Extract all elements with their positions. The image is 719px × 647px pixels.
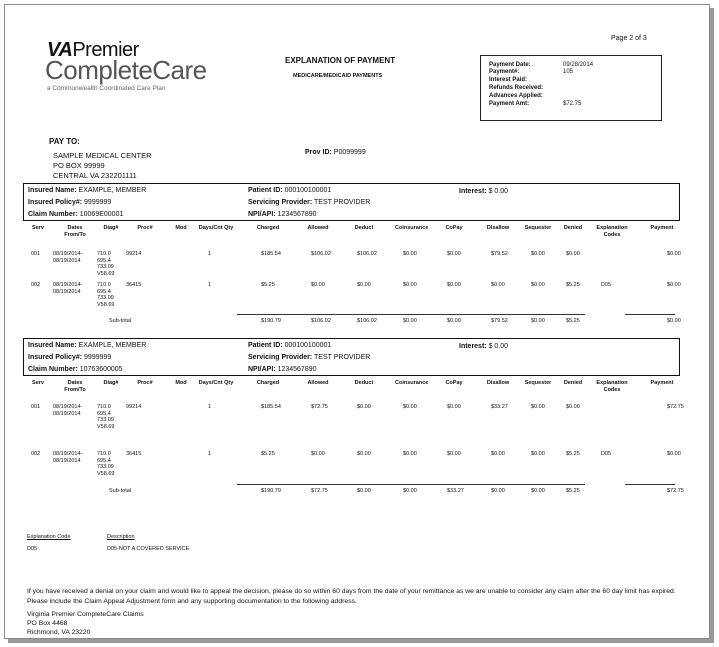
amount-payment: $72.75 — [667, 404, 684, 410]
column-header: Disallow — [486, 225, 510, 231]
diagnosis-code: 733.09 — [97, 417, 114, 423]
amount-deduct: $0.00 — [357, 404, 371, 410]
interest-value: $ 0.00 — [488, 343, 509, 350]
amount-disallow: $79.52 — [491, 251, 508, 257]
amount-disallow: $0.00 — [491, 282, 505, 288]
patient-id-label: Patient ID: — [248, 342, 283, 349]
explanation-code-header: Explanation Code — [27, 534, 71, 540]
column-header: Dates From/To — [64, 225, 86, 238]
claim-number-label: Claim Number: — [28, 366, 78, 373]
interest — [459, 343, 508, 350]
diagnosis-code: 710.0 — [97, 451, 111, 457]
column-header: Charged — [256, 225, 280, 231]
amount-copay: $0.00 — [447, 404, 461, 410]
payment-date-value: 09/28/2014 — [563, 62, 594, 68]
insured-name-value: EXAMPLE, MEMBER — [78, 342, 147, 349]
amount-denied: $0.00 — [566, 404, 580, 410]
amount-denied: $5.25 — [566, 451, 580, 457]
procedure-code: 36415 — [126, 282, 142, 288]
service-number: 001 — [31, 251, 41, 257]
column-header: Denied — [563, 225, 583, 231]
npi-api-label: NPI/API: — [248, 366, 276, 373]
amount-payment: $0.00 — [667, 251, 681, 257]
amount-allowed: $0.00 — [311, 282, 325, 288]
subtotal-rule — [625, 314, 675, 315]
column-header: Sequester — [524, 225, 552, 231]
insured-name-label: Insured Name: — [28, 187, 77, 194]
insured-policy-label: Insured Policy#: — [28, 199, 83, 206]
service-date: 08/19/2014- — [53, 251, 83, 257]
amount-denied: $5.25 — [566, 282, 580, 288]
claim-info-box — [23, 338, 680, 376]
patient-id-value: 000100100001 — [284, 187, 332, 194]
amount-deduct: $106.02 — [357, 251, 377, 257]
insured-policy-value: 9999999 — [84, 199, 112, 206]
diagnosis-code: 695.4 — [97, 288, 111, 295]
diagnosis-code: 695.4 — [97, 257, 111, 264]
column-header: Explanation Codes — [596, 380, 628, 393]
interest-value: $ 0.00 — [488, 188, 509, 195]
patient-id — [248, 342, 331, 349]
column-header: Diag# — [103, 380, 119, 386]
amount-disallow: $0.00 — [491, 451, 505, 457]
column-header: Payment — [650, 225, 674, 231]
claim-number — [28, 211, 123, 218]
subtotal-label: Sub-total — [109, 318, 132, 324]
servicing-provider — [248, 354, 370, 361]
patient-id — [248, 187, 331, 194]
column-header: Allowed — [307, 225, 329, 231]
column-header: Proc# — [137, 380, 153, 386]
column-header: Charged — [256, 380, 280, 386]
service-number: 002 — [31, 451, 41, 457]
npi-api — [248, 366, 317, 373]
insured-name — [28, 187, 146, 194]
interest-paid-label: Interest Paid: — [489, 77, 528, 83]
column-header: CoPay — [445, 225, 463, 231]
interest-label: Interest: — [459, 343, 487, 350]
subtotal-copay: $33.27 — [447, 488, 464, 494]
servicing-provider-label: Servicing Provider: — [248, 199, 313, 206]
insured-name-value: EXAMPLE, MEMBER — [78, 187, 147, 194]
service-date: 08/19/2014 — [53, 457, 81, 464]
insured-policy — [28, 354, 111, 361]
insured-policy — [28, 199, 111, 206]
diagnosis-code: 710.0 — [97, 282, 111, 288]
logo-tagline: a Commonwealth Coordinated Care Plan — [47, 85, 166, 92]
procedure-code: 36415 — [126, 451, 142, 457]
amount-denied: $0.00 — [566, 251, 580, 257]
diagnosis-code: 695.4 — [97, 410, 111, 417]
address-line: PO Box 4468 — [27, 620, 68, 627]
service-number: 002 — [31, 282, 41, 288]
amount-copay: $0.00 — [447, 251, 461, 257]
document-title: EXPLANATION OF PAYMENT — [285, 56, 396, 65]
npi-api — [248, 211, 317, 218]
appeal-notice: If you have received a denial on your claim and would like to appeal the decision, please do so within 60 days from the date of your remittance as we are unable to consider any claim after the 60 day limit has expired. Please include the Claim Appeal Adjustment form and any supporting documentation to the following address. — [27, 588, 676, 605]
subtotal-rule — [625, 484, 675, 485]
amount-copay: $0.00 — [447, 282, 461, 288]
payment-amount-value: $72.75 — [563, 101, 582, 107]
column-header: Payment — [650, 380, 674, 386]
amount-coins: $0.00 — [403, 404, 417, 410]
diagnosis-code: V58.69 — [97, 470, 115, 477]
amount-copay: $0.00 — [447, 451, 461, 457]
diagnosis-code: 733.09 — [97, 264, 114, 270]
payment-amount-label: Payment Amt: — [489, 101, 530, 107]
amount-allowed: $106.02 — [311, 251, 331, 257]
amount-sequester: $0.00 — [531, 251, 545, 257]
service-date: 08/19/2014- — [53, 404, 83, 410]
npi-api-value: 1234567890 — [277, 211, 317, 218]
interest — [459, 188, 508, 195]
subtotal-charged: $190.79 — [261, 318, 281, 324]
amount-coins: $0.00 — [403, 251, 417, 257]
amount-allowed: $0.00 — [311, 451, 325, 457]
diagnosis-code: 695.4 — [97, 457, 111, 464]
service-date: 08/19/2014- — [53, 451, 83, 457]
subtotal-rule — [237, 314, 585, 315]
insured-policy-label: Insured Policy#: — [28, 354, 83, 361]
amount-deduct: $0.00 — [357, 451, 371, 457]
amount-sequester: $0.00 — [531, 282, 545, 288]
payment-number-label: Payment#: — [489, 69, 520, 75]
explanation-code: D05 — [27, 546, 38, 552]
amount-allowed: $72.75 — [311, 404, 328, 410]
amount-payment: $0.00 — [667, 282, 681, 288]
column-header: Sequester — [524, 380, 552, 386]
servicing-provider-value: TEST PROVIDER — [314, 354, 371, 361]
interest-label: Interest: — [459, 188, 487, 195]
column-header: Allowed — [307, 380, 329, 386]
pay-to-line: PO BOX 99999 — [53, 161, 105, 170]
amount-charged: $185.54 — [261, 251, 281, 257]
amount-charged: $5.25 — [261, 451, 275, 457]
diagnosis-code: V58.69 — [97, 270, 115, 277]
patient-id-label: Patient ID: — [248, 187, 283, 194]
subtotal-sequester: $0.00 — [531, 318, 545, 324]
payment-summary-box — [480, 55, 662, 121]
service-date: 08/19/2014 — [53, 257, 81, 264]
column-header: Proc# — [137, 225, 153, 231]
column-header: Serv — [32, 380, 44, 386]
address-line: Virginia Premier CompleteCare Claims — [27, 611, 144, 618]
column-header: Serv — [32, 225, 44, 231]
address-line: Richmond, VA 23220 — [27, 629, 91, 636]
subtotal-deduct: $0.00 — [357, 488, 371, 494]
subtotal-coins: $0.00 — [403, 318, 417, 324]
quantity: 1 — [208, 251, 212, 257]
subtotal-copay: $0.00 — [447, 318, 461, 324]
servicing-provider — [248, 199, 370, 206]
claim-number-value: 10069E00001 — [79, 211, 124, 218]
subtotal-coins: $0.00 — [403, 488, 417, 494]
claim-number-label: Claim Number: — [28, 211, 78, 218]
pay-to-line: CENTRAL VA 232201111 — [53, 171, 137, 180]
column-header: Diag# — [103, 225, 119, 231]
advances-applied-label: Advances Applied: — [489, 93, 543, 99]
column-header: Coinsurance — [395, 380, 429, 386]
column-header: Mod — [175, 380, 187, 386]
subtotal-payment: $0.00 — [667, 318, 681, 324]
column-header: Coinsurance — [395, 225, 429, 231]
subtotal-rule — [237, 484, 585, 485]
column-header: Days/Cnt Qty — [198, 380, 234, 386]
amount-deduct: $0.00 — [357, 282, 371, 288]
quantity: 1 — [208, 451, 212, 457]
description-header: Description — [107, 534, 135, 540]
logo-va-premier: VAPremier — [47, 39, 139, 61]
payment-number-value: 105 — [563, 69, 574, 75]
insured-name — [28, 342, 146, 349]
column-header: Dates From/To — [64, 380, 86, 393]
procedure-code: 99214 — [126, 404, 142, 410]
logo-completecare: CompleteCare — [45, 55, 207, 85]
payment-date-label: Payment Date: — [489, 62, 531, 68]
service-date: 08/19/2014- — [53, 282, 83, 288]
diagnosis-code: V58.69 — [97, 301, 115, 308]
column-header: Mod — [175, 225, 187, 231]
explanation-description: D05-NOT A COVERED SERVICE — [107, 546, 190, 552]
diagnosis-code: 710.0 — [97, 404, 111, 410]
insured-name-label: Insured Name: — [28, 342, 77, 349]
column-header: Days/Cnt Qty — [198, 225, 234, 231]
amount-coins: $0.00 — [403, 451, 417, 457]
explanation-codes: D05 — [601, 282, 612, 288]
subtotal-denied: $5.25 — [566, 488, 580, 494]
column-header: CoPay — [445, 380, 463, 386]
diagnosis-code: V58.69 — [97, 423, 115, 430]
provider-id: Prov ID: P0099999 — [305, 149, 366, 156]
amount-charged: $5.25 — [261, 282, 275, 288]
diagnosis-code: 733.09 — [97, 464, 114, 470]
claim-number-value: 10763600005 — [79, 366, 123, 373]
amount-sequester: $0.00 — [531, 404, 545, 410]
subtotal-disallow: $0.00 — [491, 488, 505, 494]
amount-coins: $0.00 — [403, 282, 417, 288]
subtotal-allowed: $72.75 — [311, 488, 328, 494]
page-number: Page 2 of 3 — [611, 35, 647, 42]
refunds-received-label: Refunds Received: — [489, 85, 544, 91]
patient-id-value: 000100100001 — [284, 342, 332, 349]
subtotal-disallow: $79.52 — [491, 318, 508, 324]
claim-info-box — [23, 183, 680, 221]
subtotal-denied: $5.25 — [566, 318, 580, 324]
pay-to-line: SAMPLE MEDICAL CENTER — [53, 151, 152, 160]
eop-page — [4, 4, 710, 639]
quantity: 1 — [208, 404, 212, 410]
claim-number — [28, 366, 123, 373]
column-header: Deduct — [354, 380, 374, 386]
servicing-provider-value: TEST PROVIDER — [314, 199, 371, 206]
service-date: 08/19/2014 — [53, 410, 81, 417]
subtotal-payment: $72.75 — [667, 488, 684, 494]
diagnosis-code: 710.0 — [97, 251, 111, 257]
explanation-codes: D05 — [601, 451, 612, 457]
amount-payment: $0.00 — [667, 451, 681, 457]
subtotal-deduct: $106.02 — [357, 318, 377, 324]
column-header: Denied — [563, 380, 583, 386]
insured-policy-value: 9999999 — [84, 354, 112, 361]
service-date: 08/19/2014 — [53, 288, 81, 295]
diagnosis-code: 733.09 — [97, 295, 114, 301]
column-header: Explanation Codes — [596, 225, 628, 238]
quantity: 1 — [208, 282, 212, 288]
amount-sequester: $0.00 — [531, 451, 545, 457]
procedure-code: 99214 — [126, 251, 142, 257]
pay-to-heading: PAY TO: — [49, 137, 80, 146]
service-number: 001 — [31, 404, 41, 410]
amount-disallow: $33.27 — [491, 404, 508, 410]
servicing-provider-label: Servicing Provider: — [248, 354, 313, 361]
subtotal-allowed: $106.02 — [311, 318, 331, 324]
document-subtitle: MEDICARE/MEDICAID PAYMENTS — [293, 73, 383, 79]
column-header: Disallow — [486, 380, 510, 386]
column-header: Deduct — [354, 225, 374, 231]
npi-api-label: NPI/API: — [248, 211, 276, 218]
npi-api-value: 1234567890 — [277, 366, 317, 373]
subtotal-charged: $190.79 — [261, 488, 281, 494]
amount-charged: $185.54 — [261, 404, 281, 410]
subtotal-sequester: $0.00 — [531, 488, 545, 494]
subtotal-label: Sub-total — [109, 488, 132, 494]
